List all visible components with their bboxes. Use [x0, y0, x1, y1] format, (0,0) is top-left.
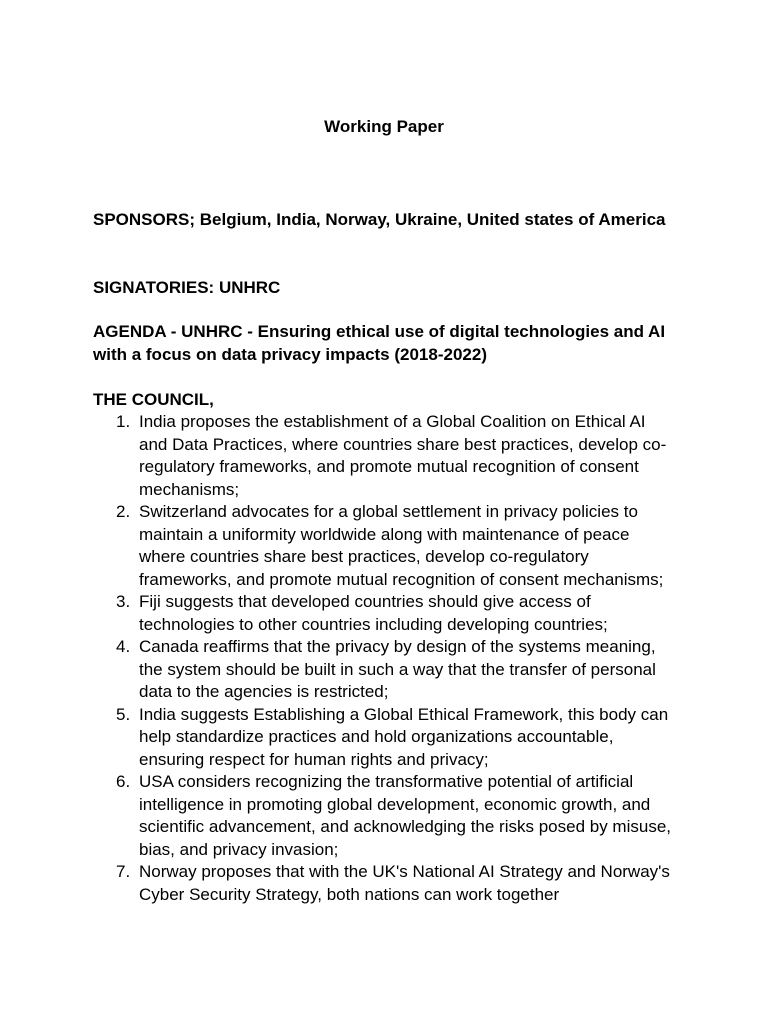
- clause-item: [93, 411, 678, 501]
- clause-text: India proposes the establishment of a Global Coalition on Ethical AI and Data Practices, where countries share best practices, develop co-regulatory frameworks, and promote mutual recognition of consent mechanisms;: [139, 412, 667, 499]
- clause-number: 3.: [116, 592, 131, 611]
- clause-text: Fiji suggests that developed countries should give access of technologies to other countries including developing countries;: [139, 592, 608, 634]
- clause-item: [93, 771, 678, 861]
- clause-item: [93, 636, 678, 704]
- sponsors-line: SPONSORS; Belgium, India, Norway, Ukraine, United states of America: [93, 210, 666, 229]
- clause-item: [93, 501, 678, 591]
- clause-item: [93, 704, 678, 772]
- clause-text: India suggests Establishing a Global Ethical Framework, this body can help standardize practices and hold organizations accountable, ensuring respect for human rights and privacy;: [139, 704, 669, 769]
- signatories-line: SIGNATORIES: UNHRC: [93, 278, 281, 297]
- council-heading: THE COUNCIL,: [93, 390, 214, 409]
- clause-number: 6.: [116, 772, 131, 791]
- clause-text: Norway proposes that with the UK's National AI Strategy and Norway's Cyber Security Strategy, both nations can work together: [139, 862, 670, 904]
- clause-number: 5.: [116, 704, 131, 724]
- clause-text: Switzerland advocates for a global settlement in privacy policies to maintain a uniformity worldwide along with maintenance of peace where countries share best practices, develop co-regulatory frameworks, and promote mutual recognition of consent mechanisms;: [139, 502, 664, 589]
- clause-number: 7.: [116, 862, 131, 881]
- clause-number: 1.: [116, 412, 131, 431]
- clause-text: USA considers recognizing the transformative potential of artificial intelligence in promoting global development, economic growth, and scientific advancement, and acknowledging the risks posed by misuse, bias, and privacy invasion;: [139, 772, 672, 859]
- agenda-line: AGENDA - UNHRC - Ensuring ethical use of digital technologies and AI with a focus on data privacy impacts (2018-2022): [93, 322, 666, 364]
- document-title: Working Paper: [324, 117, 444, 136]
- clause-list: [93, 411, 678, 906]
- clause-item: [93, 591, 678, 636]
- clause-number: 2.: [116, 502, 131, 521]
- clause-number: 4.: [116, 637, 131, 656]
- clause-text: Canada reaffirms that the privacy by design of the systems meaning, the system should be built in such a way that the transfer of personal data to the agencies is restricted;: [139, 637, 656, 701]
- clause-item: [93, 861, 678, 906]
